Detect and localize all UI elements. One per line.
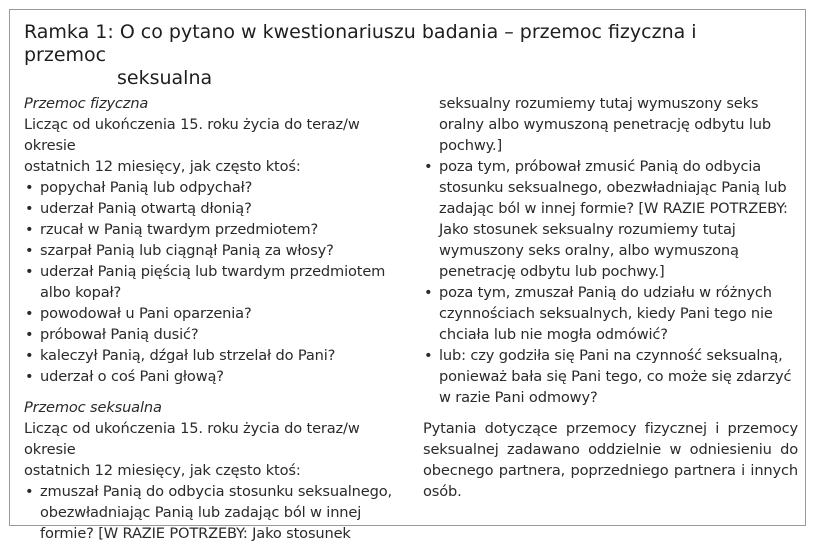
list-item: • szarpał Panią lub ciągnął Panią za włosy? xyxy=(24,240,412,261)
list-item: • uderzał Panią pięścią lub twardym przedmiotem albo kopał? xyxy=(24,261,412,303)
list-item: • popychał Panią lub odpychał? xyxy=(24,177,412,198)
physical-intro-line1: Licząc od ukończenia 15. roku życia do teraz/w okresie xyxy=(24,116,360,154)
methodology-note: Pytania dotyczące przemocy fizycznej i przemocy seksualnej zadawano oddzielnie w odniesieniu do obecnego partnera, poprzedniego partnera i innych osób. xyxy=(423,420,798,500)
sexual-violence-list-start xyxy=(24,481,412,544)
list-item: • uderzał Panią otwartą dłonią? xyxy=(24,198,412,219)
sexual-violence-intro xyxy=(24,418,412,481)
left-column xyxy=(24,93,412,544)
physical-violence-heading: Przemoc fizyczna xyxy=(24,95,149,112)
box-title xyxy=(24,21,784,90)
list-item-continuation: seksualny rozumiemy tutaj wymuszony seks oralny albo wymuszoną penetrację odbytu lub pochwy.] xyxy=(439,95,771,154)
list-item: • uderzał o coś Pani głową? xyxy=(24,366,412,387)
sexual-violence-list xyxy=(423,156,798,408)
list-item: • poza tym, próbował zmusić Panią do odbycia stosunku seksualnego, obezwładniając Panią lub zadając ból w innej formie? [W RAZIE POTRZEBY: Jako stosunek seksualny rozumiemy tutaj wymuszony seks oralny, albo wymuszoną penetrację odbytu lub pochwy.] xyxy=(423,156,798,282)
box-title-line2: seksualna xyxy=(117,67,213,89)
sexual-intro-line2: ostatnich 12 miesięcy, jak często ktoś: xyxy=(24,462,301,479)
physical-violence-intro xyxy=(24,114,412,177)
list-item: • poza tym, zmuszał Panią do udziału w różnych czynnościach seksualnych, kiedy Pani tego nie chciała lub nie mogła odmówić? xyxy=(423,282,798,345)
right-column xyxy=(423,93,798,502)
list-item: • lub: czy godziła się Pani na czynność seksualną, ponieważ bała się Pani tego, co może się zdarzyć w razie Pani odmowy? xyxy=(423,345,798,408)
list-item: • powodował u Pani oparzenia? xyxy=(24,303,412,324)
box-title-line1: Ramka 1: O co pytano w kwestionariuszu badania – przemoc fizyczna i przemoc xyxy=(24,21,697,66)
sexual-intro-line1: Licząc od ukończenia 15. roku życia do teraz/w okresie xyxy=(24,420,360,458)
list-item: • rzucał w Panią twardym przedmiotem? xyxy=(24,219,412,240)
list-item: • kaleczył Panią, dźgał lub strzelał do Pani? xyxy=(24,345,412,366)
physical-intro-line2: ostatnich 12 miesięcy, jak często ktoś: xyxy=(24,158,301,175)
list-item: • zmuszał Panią do odbycia stosunku seksualnego, obezwładniając Panią lub zadając ból w innej formie? [W RAZIE POTRZEBY: Jako stosunek xyxy=(24,481,412,544)
physical-violence-list xyxy=(24,177,412,387)
sexual-violence-heading: Przemoc seksualna xyxy=(24,399,162,416)
list-item: • próbował Panią dusić? xyxy=(24,324,412,345)
